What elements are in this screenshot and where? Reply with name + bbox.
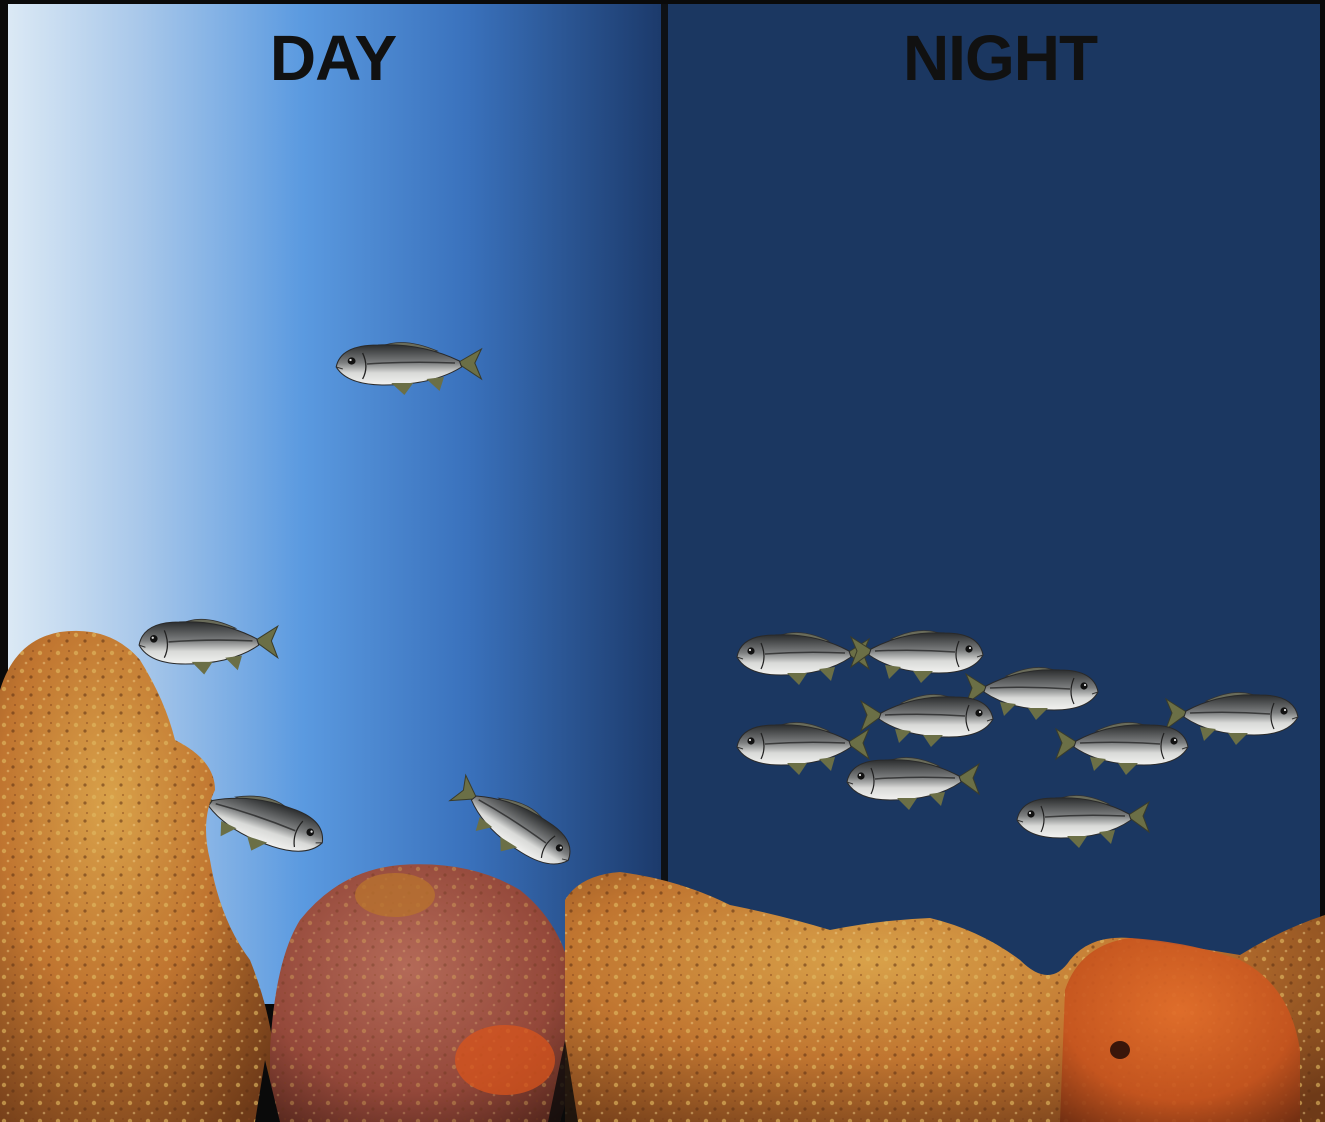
day-title: DAY [269,22,397,94]
panel-divider [661,0,668,900]
night-title: NIGHT [902,22,1098,94]
night-water [668,4,1320,1004]
